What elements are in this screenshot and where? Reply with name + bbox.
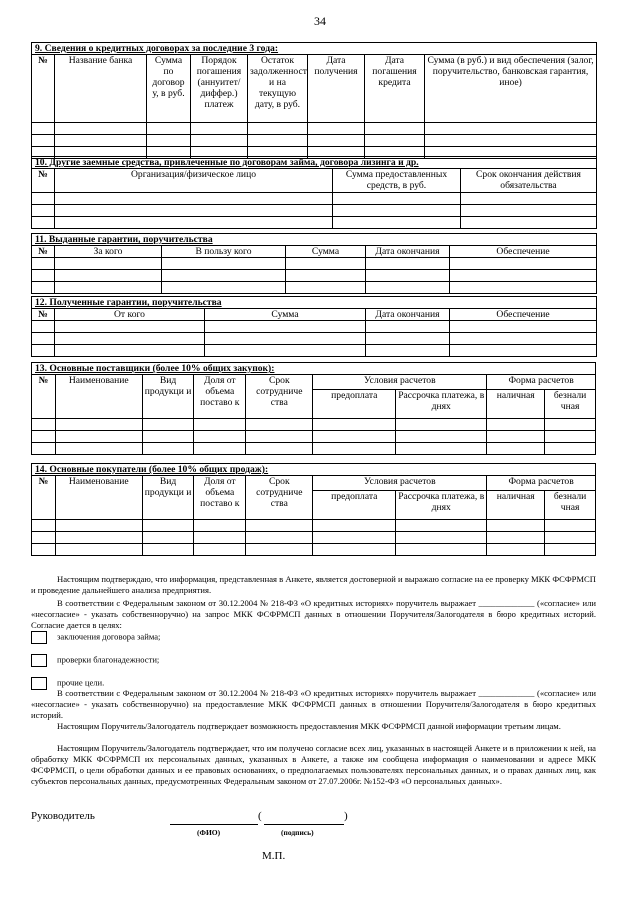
table-row <box>32 282 597 294</box>
col-amount: Сумма предоставленных средств, в руб. <box>333 169 461 193</box>
consent-verification-text: Настоящим подтверждаю, что информация, представленная в Анкете, является достоверной и выражаю согласие на ее проверку МКК ФСФРМСП и проведение дальнейшего анализа предприятия. <box>31 574 596 595</box>
col-period: Срок сотрудниче ства <box>246 375 313 419</box>
section-12-title: 12. Полученные гарантии, поручительства <box>32 297 597 309</box>
col-collateral: Сумма (в руб.) и вид обеспечения (залог, поручительство, банковская гарантия, иное) <box>425 55 597 123</box>
received-guarantees-table <box>31 296 597 357</box>
table-row <box>32 135 597 147</box>
col-cashless: безнали чная <box>545 491 596 520</box>
col-number: № <box>32 375 56 419</box>
signature-caption: (подпись) <box>281 828 314 837</box>
col-number: № <box>32 55 55 123</box>
checkbox[interactable] <box>31 631 47 644</box>
col-prepayment: предоплата <box>313 491 396 520</box>
col-number: № <box>32 246 55 258</box>
table-row <box>32 419 596 431</box>
checkbox[interactable] <box>31 654 47 667</box>
purpose-other-label: прочие цели. <box>57 677 105 688</box>
credit-history-provision-text: В соответствии с Федеральным законом от 30.12.2004 № 218-ФЗ «О кредитных историях» поручитель выражает _____________ («согласие» или «несогласие» - указать собственноручно) на предоставление МКК ФСФРМСП данных в отношении Поручителя/Залогодателя в бюро кредитных историй. <box>31 688 596 720</box>
other-borrowings-table <box>31 156 597 229</box>
personal-data-text: Настоящим Поручитель/Залогодатель подтверждает, что им получено согласие всех лиц, указанных в настоящей Анкете и в приложении к ней, на обработку МКК ФСФРМСП их персональных данных, указанных в Анкете, а также им сообщена информация о наименовании и адресе МКК ФСФРМСП, о цели обработки данных и ее правовых основаниях, о предполагаемых пользователях персональных данных, и о правах данных лиц, как субъектов персональных данных, предусмотренных Федеральным законом от 27.07.2006г. №152-ФЗ «О персональных данных». <box>31 743 596 786</box>
col-amount: Сумма <box>205 309 366 321</box>
table-row <box>32 333 597 345</box>
section-10-title: 10. Другие заемные средства, привлеченные по договорам займа, договора лизинга и др. <box>32 157 597 169</box>
table-row <box>32 217 597 229</box>
purpose-check-label: проверки благонадежности; <box>57 654 160 665</box>
table-row <box>32 443 596 455</box>
signature-line[interactable] <box>264 824 344 825</box>
table-row <box>32 321 597 333</box>
section-11-title: 11. Выданные гарантии, поручительства <box>32 234 597 246</box>
section-14-title: 14. Основные покупатели (более 10% общих продаж): <box>32 464 596 476</box>
col-cash: наличная <box>487 491 545 520</box>
section-9-title: 9. Сведения о кредитных договорах за последние 3 года: <box>32 43 597 55</box>
table-row <box>32 544 596 556</box>
table-row <box>32 345 597 357</box>
col-product: Вид продукци и <box>142 375 194 419</box>
col-payment-terms: Условия расчетов <box>313 476 487 491</box>
paren-close: ) <box>344 810 348 822</box>
col-cashless: безнали чная <box>545 390 596 419</box>
page-number: 34 <box>314 14 326 28</box>
col-prepayment: предоплата <box>313 390 396 419</box>
col-number: № <box>32 309 55 321</box>
fio-caption: (ФИО) <box>197 828 221 837</box>
col-payment-form: Форма расчетов <box>487 375 596 390</box>
col-number: № <box>32 476 56 520</box>
signature-role: Руководитель <box>31 810 95 822</box>
buyers-table <box>31 463 596 556</box>
table-row <box>32 205 597 217</box>
table-row <box>32 123 597 135</box>
col-payment-form: Форма расчетов <box>487 476 596 491</box>
section-13-title: 13. Основные поставщики (более 10% общих закупок): <box>32 363 596 375</box>
col-end-date: Срок окончания действия обязательства <box>461 169 597 193</box>
col-cash: наличная <box>487 390 545 419</box>
col-bank-name: Название банка <box>55 55 147 123</box>
col-name: Наименование <box>55 375 142 419</box>
col-organization: Организация/физическое лицо <box>55 169 333 193</box>
table-row <box>32 258 597 270</box>
col-share: Доля от объема поставо к <box>194 476 246 520</box>
col-end-date: Дата окончания <box>366 246 450 258</box>
table-row <box>32 532 596 544</box>
credit-agreements-table <box>31 42 597 159</box>
purpose-check-option[interactable] <box>31 654 159 667</box>
col-payment-terms: Условия расчетов <box>313 375 487 390</box>
purpose-loan-label: заключения договора займа; <box>57 631 161 642</box>
col-installment: Рассрочка платежа, в днях <box>396 491 487 520</box>
col-from-whom: От кого <box>55 309 205 321</box>
col-receive-date: Дата получения <box>308 55 365 123</box>
col-product: Вид продукци и <box>142 476 194 520</box>
issued-guarantees-table <box>31 233 597 294</box>
third-party-text: Настоящим Поручитель/Залогодатель подтверждает возможность предоставления МКК ФСФРМСП данной информации третьим лицам. <box>57 721 561 731</box>
col-balance: Остаток задолженност и на текущую дату, в руб. <box>248 55 308 123</box>
col-number: № <box>32 169 55 193</box>
credit-history-request-text: В соответствии с Федеральным законом от 30.12.2004 № 218-ФЗ «О кредитных историях» поручитель выражает _____________ («согласие» или «несогласие» - указать собственноручно) на запрос МКК ФСФРМСП данных в отношении Поручителя/Залогодателя в бюро кредитных историй. Согласие дается в целях: <box>31 598 596 630</box>
col-repay-date: Дата погашения кредита <box>365 55 425 123</box>
purpose-loan-option[interactable] <box>31 631 160 644</box>
col-repayment: Порядок погашения (аннуитет/ диффер.) платеж <box>191 55 248 123</box>
col-beneficiary: В пользу кого <box>162 246 286 258</box>
paren-open: ( <box>258 810 262 822</box>
table-row <box>32 520 596 532</box>
col-amount: Сумма по договор у, в руб. <box>147 55 191 123</box>
stamp-place: М.П. <box>262 850 286 862</box>
table-row <box>32 431 596 443</box>
table-row <box>32 270 597 282</box>
suppliers-table <box>31 362 596 455</box>
col-security: Обеспечение <box>450 309 597 321</box>
fio-line[interactable] <box>170 824 258 825</box>
col-for-whom: За кого <box>55 246 162 258</box>
col-period: Срок сотрудниче ства <box>246 476 313 520</box>
col-security: Обеспечение <box>450 246 597 258</box>
col-installment: Рассрочка платежа, в днях <box>396 390 487 419</box>
col-name: Наименование <box>55 476 142 520</box>
col-share: Доля от объема поставо к <box>194 375 246 419</box>
table-row <box>32 193 597 205</box>
col-end-date: Дата окончания <box>366 309 450 321</box>
col-amount: Сумма <box>286 246 366 258</box>
